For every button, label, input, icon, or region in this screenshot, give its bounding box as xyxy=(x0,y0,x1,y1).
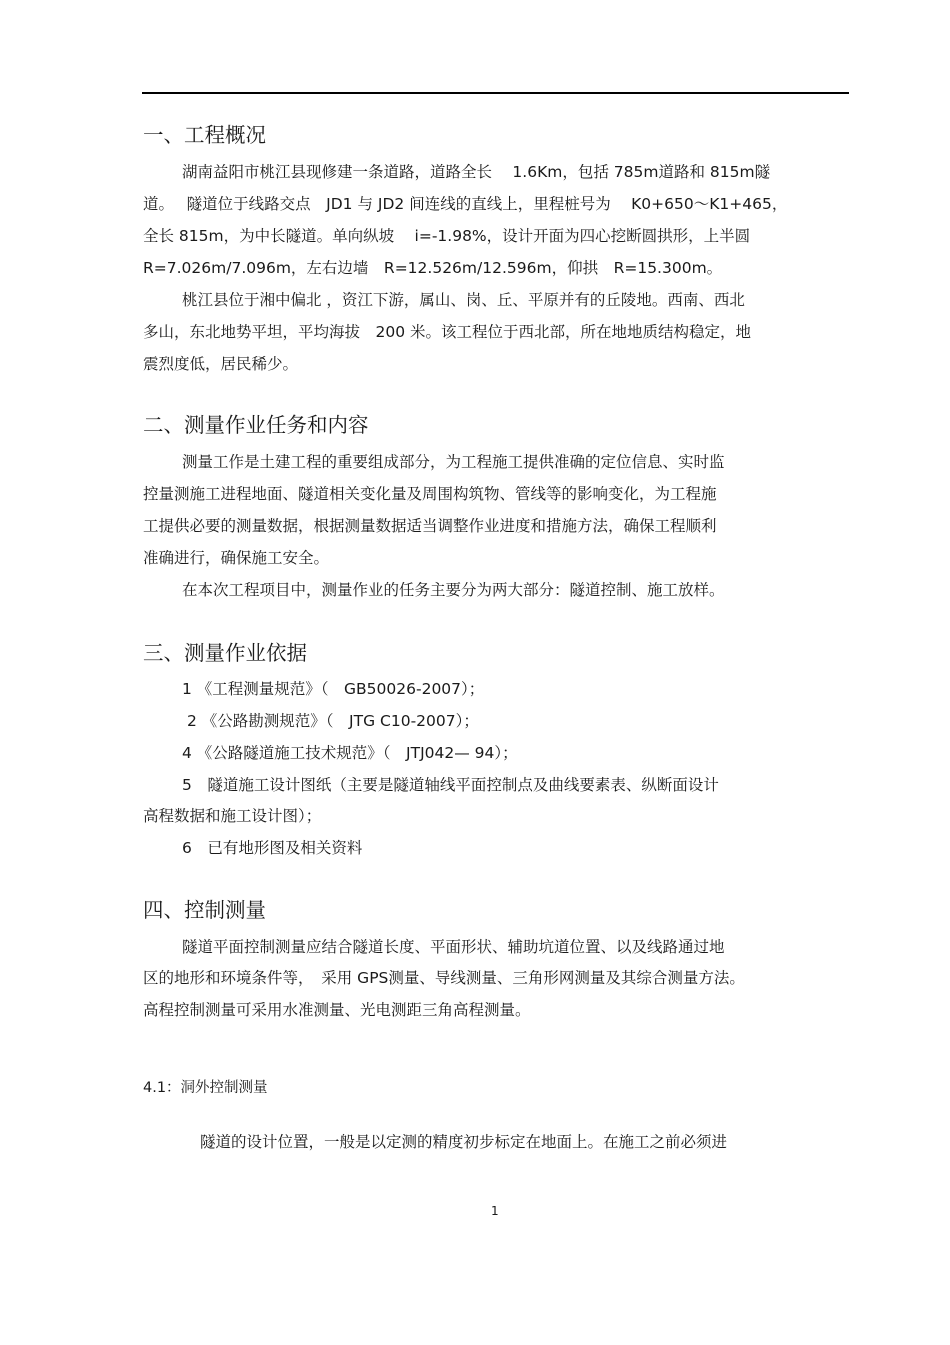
section-3-heading: 三、测量作业依据 xyxy=(143,641,307,665)
section-4-line-3: 高程控制测量可采用水准测量、光电测距三角高程测量。 xyxy=(143,1001,531,1019)
reference-item-5-cont: 高程数据和施工设计图）； xyxy=(143,807,322,825)
section-2-line-5: 在本次工程项目中，测量作业的任务主要分为两大部分：隧道控制、施工放样。 xyxy=(182,581,725,599)
section-1-line-7: 震烈度低，居民稀少。 xyxy=(143,355,299,373)
header-rule xyxy=(142,92,849,94)
section-2-line-4: 准确进行，确保施工安全。 xyxy=(143,549,330,567)
subsection-4-1-line-1: 隧道的设计位置，一般是以定测的精度初步标定在地面上。在施工之前必须进 xyxy=(200,1133,728,1151)
section-2-heading: 二、测量作业任务和内容 xyxy=(143,413,369,437)
section-1-line-6: 多山，东北地势平坦，平均海拔 200 米。该工程位于西北部，所在地地质结构稳定，地 xyxy=(143,323,752,341)
section-1-line-1: 湖南益阳市桃江县现修建一条道路，道路全长 1.6Km，包括 785m道路和 815m隧 xyxy=(182,163,771,181)
section-1-line-3: 全长 815m，为中长隧道。单向纵坡 i=-1.98%，设计开面为四心挖断圆拱形，上半圆 xyxy=(143,227,751,245)
reference-item-4: 4 《公路隧道施工技术规范》（ JTJ042— 94）； xyxy=(182,744,518,762)
reference-item-6: 6 已有地形图及相关资料 xyxy=(182,839,363,857)
section-2-line-3: 工提供必要的测量数据，根据测量数据适当调整作业进度和措施方法，确保工程顺利 xyxy=(143,517,717,535)
section-4-line-1: 隧道平面控制测量应结合隧道长度、平面形状、辅助坑道位置、以及线路通过地 xyxy=(182,938,725,956)
reference-item-2: 2 《公路勘测规范》（ JTG C10-2007）； xyxy=(187,712,479,730)
section-4-line-2: 区的地形和环境条件等， 采用 GPS测量、导线测量、三角形网测量及其综合测量方法。 xyxy=(143,969,745,987)
section-4-heading: 四、控制测量 xyxy=(143,898,266,922)
section-2-line-1: 测量工作是土建工程的重要组成部分，为工程施工提供准确的定位信息、实时监 xyxy=(182,453,725,471)
subsection-4-1-heading: 4.1：洞外控制测量 xyxy=(143,1080,268,1096)
section-1-line-5: 桃江县位于湘中偏北 ，资江下游，属山、岗、丘、平原并有的丘陵地。西南、西北 xyxy=(182,291,745,309)
section-1-heading: 一、工程概况 xyxy=(143,123,266,147)
section-1-line-4: R=7.026m/7.096m，左右边墙 R=12.526m/12.596m，仰拱 R=15.300m。 xyxy=(143,259,723,277)
reference-item-1: 1 《工程测量规范》（ GB50026-2007）； xyxy=(182,680,485,698)
reference-item-5: 5 隧道施工设计图纸（主要是隧道轴线平面控制点及曲线要素表、纵断面设计 xyxy=(182,776,719,794)
section-1-line-2: 道。 隧道位于线路交点 JD1 与 JD2 间连线的直线上，里程桩号为 K0+650～K1+465， xyxy=(143,195,788,213)
page-number: 1 xyxy=(491,1204,499,1218)
section-2-line-2: 控量测施工进程地面、隧道相关变化量及周围构筑物、管线等的影响变化，为工程施 xyxy=(143,485,717,503)
